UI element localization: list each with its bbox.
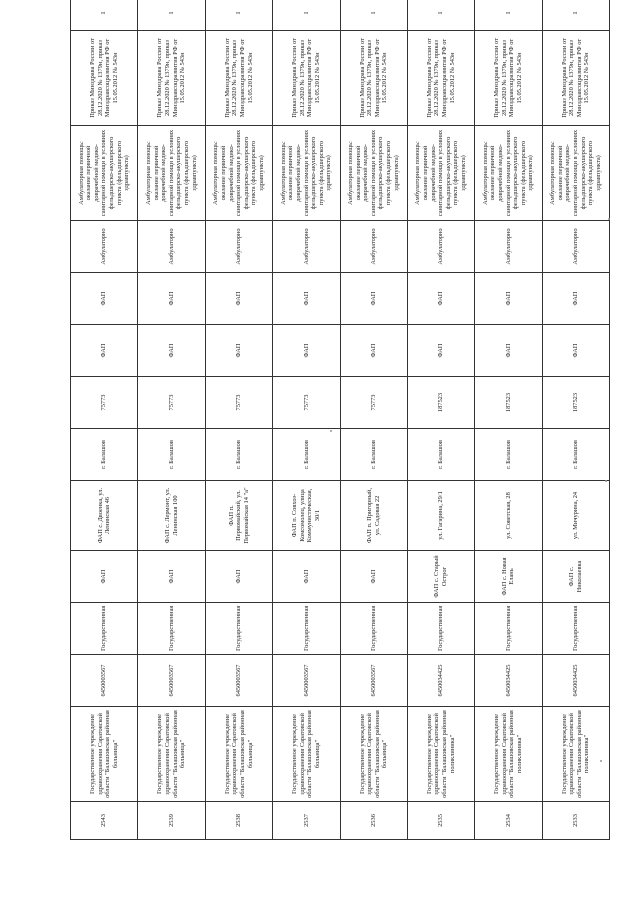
table-row (71, 0, 138, 840)
record-id-cell: 2534 (475, 802, 542, 840)
table-cell: Государственная (205, 603, 272, 655)
table-cell: Амбулаторно (205, 221, 272, 273)
scan-speck (605, 480, 607, 482)
table-cell: 6450003567 (340, 655, 407, 707)
table-cell: ФАП п. Совхоз-Комсомолец, улица Коммунистическая, 30/1 (273, 481, 340, 551)
table-cell: г. Балашов (407, 429, 474, 481)
table-cell: ул. Советская, 28 (475, 481, 542, 551)
table-cell: Амбулаторная помощь: оказание первичной доврачебной медико-санитарной помощи в условиях фельдшерско-акушерского пункта (фельдшерского здравпункта) (273, 126, 340, 221)
table-cell: ФАП (205, 273, 272, 325)
table-cell: ФАП (205, 325, 272, 377)
table-cell: ФАП с. Николаевка (542, 551, 609, 603)
table-cell: ФАП (340, 273, 407, 325)
table-cell: Государственное учреждение здравоохранения Саратовской области "Балашовская районная больница" (138, 707, 205, 802)
table-cell: Амбулаторная помощь: оказание первичной доврачебной медико-санитарной помощи в условиях фельдшерско-акушерского пункта (фельдшерского здравпункта) (475, 126, 542, 221)
table-cell: ФАП (407, 273, 474, 325)
table-cell: 75773 (340, 377, 407, 429)
table-cell: г. Балашов (340, 429, 407, 481)
table-cell: Государственная (340, 603, 407, 655)
table-cell: ФАП с. Лермонт, ул. Ленинская 100 (138, 481, 205, 551)
table-cell: 187523 (475, 377, 542, 429)
table-cell: ФАП (71, 551, 138, 603)
table-cell: Амбулаторная помощь: оказание первичной доврачебной медико-санитарной помощи в условиях фельдшерско-акушерского пункта (фельдшерского здравпункта) (542, 126, 609, 221)
table-cell: Амбулаторная помощь: оказание первичной доврачебной медико-санитарной помощи в условиях фельдшерско-акушерского пункта (фельдшерского здравпункта) (340, 126, 407, 221)
table-cell: 6450034425 (475, 655, 542, 707)
table-cell: 1 (71, 0, 138, 31)
table-cell: 75773 (273, 377, 340, 429)
table-cell: Государственная (407, 603, 474, 655)
table-cell: 6450003567 (71, 655, 138, 707)
table-row (407, 0, 474, 840)
table-cell: ФАП (138, 325, 205, 377)
table-cell: Амбулаторная помощь: оказание первичной доврачебной медико-санитарной помощи в условиях фельдшерско-акушерского пункта (фельдшерского здравпункта) (407, 126, 474, 221)
table-row (340, 0, 407, 840)
record-id-cell: 2533 (542, 802, 609, 840)
table-row (138, 0, 205, 840)
table-cell: г. Балашов (273, 429, 340, 481)
table-cell: ФАП (407, 325, 474, 377)
table-cell: ФАП (273, 273, 340, 325)
table-cell: ФАП с. Двоенка, ул. Ленинская 46 (71, 481, 138, 551)
scan-speck (608, 218, 610, 220)
table-cell: Амбулаторная помощь: оказание первичной доврачебной медико-санитарной помощи в условиях фельдшерско-акушерского пункта (фельдшерского здравпункта) (205, 126, 272, 221)
table-cell: ФАП (340, 325, 407, 377)
table-cell: Приказ Минздрава России от 28.12.2020 № 1379н, приказ Минздравсоцразвития РФ от 15.05.2012 № 543н (475, 31, 542, 126)
table-cell: ФАП с. Новая Елань (475, 551, 542, 603)
table-cell: ФАП (205, 551, 272, 603)
table-cell: Государственное учреждение здравоохранения Саратовской области "Балашовская районная больница" (71, 707, 138, 802)
table-row (205, 0, 272, 840)
table-cell: г. Балашов (138, 429, 205, 481)
table-cell: ФАП с. Старый Острог (407, 551, 474, 603)
record-id-cell: 2536 (340, 802, 407, 840)
table-cell: Амбулаторно (71, 221, 138, 273)
table-cell: ФАП (340, 551, 407, 603)
table-cell: Государственная (138, 603, 205, 655)
table-cell: Амбулаторно (407, 221, 474, 273)
table-cell: ФАП (71, 325, 138, 377)
table-cell: 187523 (542, 377, 609, 429)
table-cell: Государственное учреждение здравоохранения Саратовской области "Балашовская районная больница" (340, 707, 407, 802)
table-cell: 1 (340, 0, 407, 31)
table-body (71, 0, 610, 840)
table-cell: ФАП (273, 551, 340, 603)
table-cell: ФАП (273, 325, 340, 377)
table-cell: 1 (205, 0, 272, 31)
table-cell: 75773 (205, 377, 272, 429)
table-cell: ул. Гагарина, 29/1 (407, 481, 474, 551)
table-cell: Приказ Минздрава России от 28.12.2020 № 1379н, приказ Минздравсоцразвития РФ от 15.05.2012 № 543н (71, 31, 138, 126)
table-cell: Государственное учреждение здравоохранения Саратовской области "Балашовская районная больница" (273, 707, 340, 802)
table-cell: 1 (475, 0, 542, 31)
table-cell: Амбулаторно (138, 221, 205, 273)
table-cell: ФАП (475, 325, 542, 377)
table-cell: 6450003567 (273, 655, 340, 707)
table-cell: 75773 (138, 377, 205, 429)
table-row (475, 0, 542, 840)
table-cell: Приказ Минздрава России от 28.12.2020 № 1379н, приказ Минздравсоцразвития РФ от 15.05.2012 № 543н (542, 31, 609, 126)
table-cell: г. Балашов (542, 429, 609, 481)
table-cell: ФАП (475, 273, 542, 325)
table-cell: 75773 (71, 377, 138, 429)
table-cell: Государственная (71, 603, 138, 655)
table-cell: Приказ Минздрава России от 28.12.2020 № 1379н, приказ Минздравсоцразвития РФ от 15.05.2012 № 543н (273, 31, 340, 126)
record-id-cell: 2539 (138, 802, 205, 840)
record-id-cell: 2535 (407, 802, 474, 840)
table-cell: ФАП (138, 273, 205, 325)
table-cell: 6450034425 (542, 655, 609, 707)
table-cell: Государственная (273, 603, 340, 655)
table-row (542, 0, 609, 840)
table-cell: 1 (273, 0, 340, 31)
table-cell: Амбулаторная помощь: оказание первичной доврачебной медико-санитарной помощи в условиях фельдшерско-акушерского пункта (фельдшерского здравпункта) (71, 126, 138, 221)
table-cell: Государственная (475, 603, 542, 655)
table-cell: ФАП п. Пригорный, ул. Садовая 22 (340, 481, 407, 551)
table-cell: Амбулаторная помощь: оказание первичной доврачебной медико-санитарной помощи в условиях фельдшерско-акушерского пункта (фельдшерского здравпункта) (138, 126, 205, 221)
scan-speck (330, 430, 332, 432)
table-cell: г. Балашов (205, 429, 272, 481)
table-cell: Государственное учреждение здравоохранения Саратовской области "Балашовская районная поликлиника" (542, 707, 609, 802)
table-cell: Амбулаторно (273, 221, 340, 273)
table-cell: Амбулаторно (542, 221, 609, 273)
scan-speck (600, 760, 602, 762)
table-cell: Приказ Минздрава России от 28.12.2020 № 1379н, приказ Минздравсоцразвития РФ от 15.05.2012 № 543н (340, 31, 407, 126)
rotated-table-wrapper (70, 11, 610, 840)
table-cell: ФАП (542, 325, 609, 377)
table-cell: 187523 (407, 377, 474, 429)
table-cell: Государственная (542, 603, 609, 655)
table-cell: ФАП п. Первомайский, ул. Первомайская 14 "а" (205, 481, 272, 551)
registry-table (70, 0, 610, 840)
table-cell: 6450003567 (205, 655, 272, 707)
table-cell: ФАП (71, 273, 138, 325)
record-id-cell: 2543 (71, 802, 138, 840)
record-id-cell: 2538 (205, 802, 272, 840)
table-cell: ФАП (542, 273, 609, 325)
table-cell: 6450034425 (407, 655, 474, 707)
table-cell: Приказ Минздрава России от 28.12.2020 № 1379н, приказ Минздравсоцразвития РФ от 15.05.2012 № 543н (407, 31, 474, 126)
table-cell: г. Балашов (71, 429, 138, 481)
table-cell: Государственное учреждение здравоохранения Саратовской области "Балашовская районная больница" (205, 707, 272, 802)
table-cell: Государственное учреждение здравоохранения Саратовской области "Балашовская районная поликлиника" (475, 707, 542, 802)
table-cell: 1 (542, 0, 609, 31)
table-cell: 1 (407, 0, 474, 31)
table-cell: 1 (138, 0, 205, 31)
table-cell: Амбулаторно (340, 221, 407, 273)
table-row (273, 0, 340, 840)
record-id-cell: 2537 (273, 802, 340, 840)
table-cell: Приказ Минздрава России от 28.12.2020 № 1379н, приказ Минздравсоцразвития РФ от 15.05.2012 № 543н (205, 31, 272, 126)
table-cell: 6450003567 (138, 655, 205, 707)
table-cell: ул. Мичурина, 24 (542, 481, 609, 551)
table-cell: Государственное учреждение здравоохранения Саратовской области "Балашовская районная поликлиника" (407, 707, 474, 802)
table-cell: Приказ Минздрава России от 28.12.2020 № 1379н, приказ Минздравсоцразвития РФ от 15.05.2012 № 543н (138, 31, 205, 126)
table-cell: г. Балашов (475, 429, 542, 481)
table-cell: ФАП (138, 551, 205, 603)
table-cell: Амбулаторно (475, 221, 542, 273)
